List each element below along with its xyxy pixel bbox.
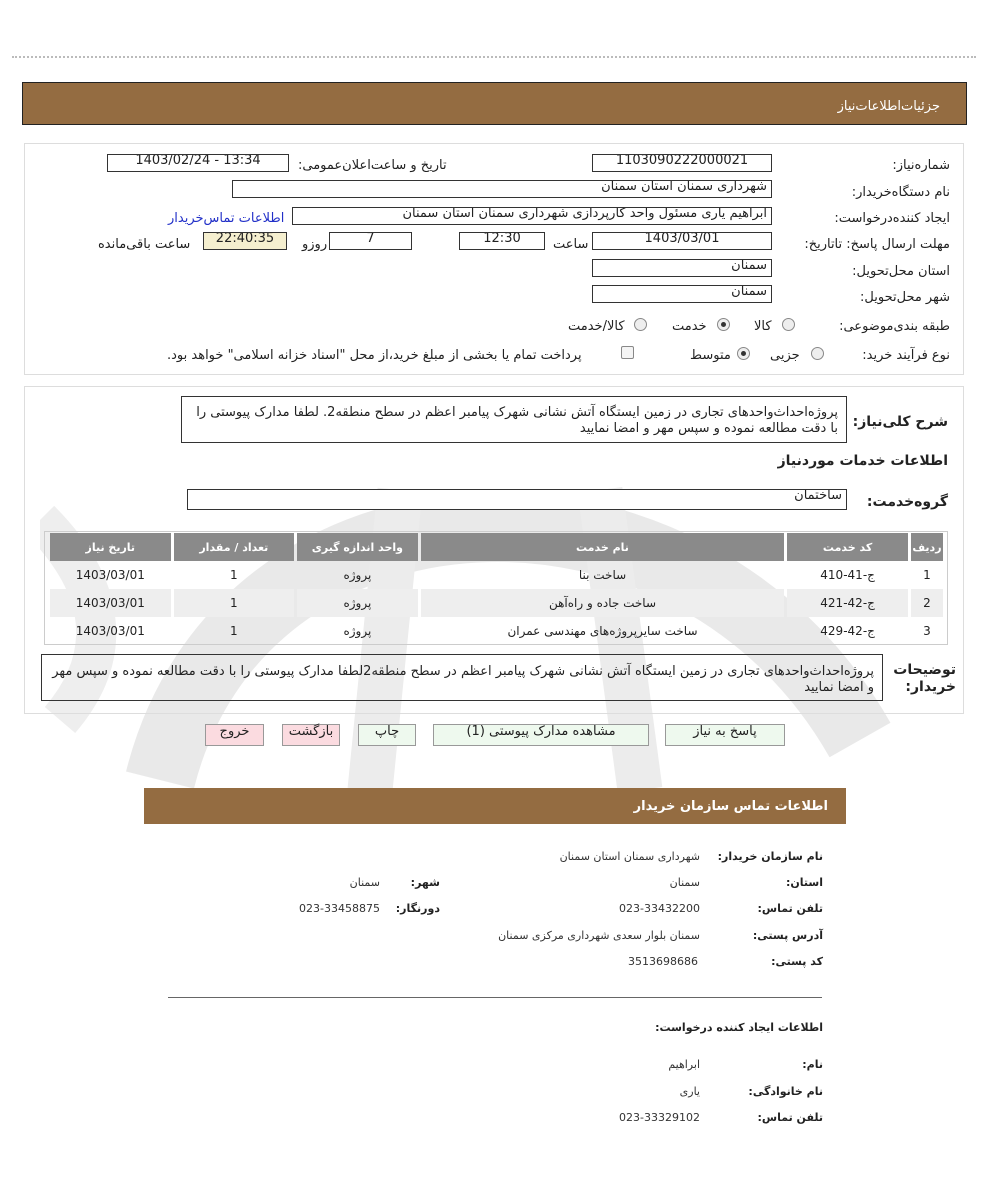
cell-unit: پروژه: [343, 624, 372, 638]
page-title: جزئیات‌اطلاعات‌نیاز: [837, 99, 940, 114]
process-minor-radio[interactable]: [811, 347, 824, 360]
lastname-label: نام خانوادگی:: [748, 1085, 823, 1098]
col-unit: واحد اندازه گیری: [297, 533, 418, 561]
contact-header: [144, 788, 846, 824]
deadline-date-field: 1403/03/01: [592, 232, 772, 250]
service-group-field: ساختمان: [187, 489, 847, 510]
remaining-label: ساعت باقی‌مانده: [98, 237, 191, 252]
cell-name: ساخت بنا: [578, 568, 627, 582]
postal-code-label: کد پستی:: [771, 955, 823, 968]
category-both-radio[interactable]: [634, 318, 647, 331]
requester-label: ایجاد کننده‌درخواست:: [834, 211, 950, 226]
services-title: اطلاعات خدمات مورد‌نیاز: [777, 453, 948, 469]
process-minor-label: جزیی: [770, 348, 800, 363]
reply-button[interactable]: پاسخ به نیاز: [665, 724, 785, 746]
requester-field: ابراهیم یاری مسئول واحد کارپردازی شهرداری سمنان استان سمنان: [292, 207, 772, 225]
exit-button[interactable]: خروج: [205, 724, 264, 746]
cell-name: ساخت جاده و راه‌آهن: [421, 589, 785, 617]
buyer-org-field: شهرداری سمنان استان سمنان: [232, 180, 772, 198]
fax-value: 023-33458875: [299, 902, 380, 915]
phone-value: 023-33432200: [619, 902, 700, 915]
contact-city-label: شهر:: [410, 876, 440, 889]
org-value: شهرداری سمنان استان سمنان: [559, 850, 700, 863]
cell-code: ج-41-410: [820, 568, 875, 582]
services-table: [47, 533, 946, 645]
lastname-value: یاری: [679, 1085, 700, 1098]
cell-code: ج-42-421: [787, 589, 908, 617]
province-label: استان محل‌تحویل:: [852, 264, 950, 279]
col-row: ردیف: [911, 533, 943, 561]
category-service-label: خدمت: [672, 319, 707, 334]
cell-row: 3: [923, 624, 931, 638]
days-field: 7: [329, 232, 412, 250]
category-label: طبقه بندی‌موضوعی:: [839, 319, 950, 334]
cell-quantity: 1: [174, 589, 295, 617]
attachments-button[interactable]: مشاهده مدارک پیوستی (1): [433, 724, 649, 746]
category-goods-label: کالا: [754, 319, 772, 334]
announce-field: 1403/02/24 - 13:34: [107, 154, 289, 172]
city-label: شهر محل‌تحویل:: [860, 290, 950, 305]
days-label: روزو: [302, 237, 328, 252]
deadline-label: مهلت ارسال پاسخ: تاتاریخ:: [804, 237, 950, 252]
process-medium-radio[interactable]: [737, 347, 750, 360]
cell-quantity: 1: [230, 568, 238, 582]
cell-unit: پروژه: [297, 589, 418, 617]
buyer-notes-text: پروژه‌احداث‌واحدهای تجاری در زمین ایستگاه آتش نشانی شهرک پیامبر اعظم در سطح منطقه2لطفا مدارک پیوستی را با دقت مطالعه نموده و سپس مهر و امضا نمایید: [41, 654, 883, 701]
col-quantity: تعداد / مقدار: [174, 533, 295, 561]
treasury-checkbox[interactable]: [621, 346, 634, 359]
col-date: تاریخ نیاز: [50, 533, 171, 561]
deadline-time-label: ساعت: [553, 237, 589, 252]
org-label: نام سازمان خریدار:: [717, 850, 823, 863]
contact-province-value: سمنان: [669, 876, 700, 889]
cell-unit: پروژه: [343, 568, 372, 582]
requester-phone-label: تلفن تماس:: [757, 1111, 823, 1124]
city-field: سمنان: [592, 285, 772, 303]
cell-date: 1403/03/01: [75, 624, 145, 638]
need-number-label: شماره‌نیاز:: [892, 158, 950, 173]
postal-code-value: 3513698686: [628, 955, 698, 968]
col-code: کد خدمت: [787, 533, 908, 561]
back-button[interactable]: بازگشت: [282, 724, 340, 746]
name-label: نام:: [802, 1058, 823, 1071]
deadline-time-field: 12:30: [459, 232, 545, 250]
contact-divider: [168, 997, 822, 998]
contact-province-label: استان:: [786, 876, 823, 889]
summary-label: شرح کلی‌نیاز:: [852, 414, 948, 430]
contact-title: اطلاعات تماس سازمان خریدار: [633, 799, 828, 814]
contact-info-link[interactable]: اطلاعات تماس‌خریدار: [168, 211, 285, 226]
print-button[interactable]: چاپ: [358, 724, 416, 746]
table-row: [50, 561, 943, 589]
cell-quantity: 1: [230, 624, 238, 638]
service-group-label: گروه‌خدمت:: [866, 494, 948, 510]
address-value: سمنان بلوار سعدی شهرداری مرکزی سمنان: [498, 929, 700, 942]
cell-code: ج-42-429: [820, 624, 875, 638]
cell-row: 2: [911, 589, 943, 617]
top-divider: [12, 56, 976, 58]
requester-info-title: اطلاعات ایجاد کننده درخواست:: [655, 1021, 823, 1034]
cell-date: 1403/03/01: [50, 589, 171, 617]
table-row: [50, 589, 943, 617]
page-header: [22, 82, 967, 125]
process-medium-label: متوسط: [690, 348, 731, 363]
province-field: سمنان: [592, 259, 772, 277]
fax-label: دورنگار:: [395, 902, 440, 915]
contact-city-value: سمنان: [349, 876, 380, 889]
cell-date: 1403/03/01: [75, 568, 145, 582]
requester-phone-value: 023-33329102: [619, 1111, 700, 1124]
address-label: آدرس پستی:: [752, 929, 823, 942]
phone-label: تلفن تماس:: [757, 902, 823, 915]
payment-note: پرداخت تمام یا بخشی از مبلغ خرید،از محل "اسناد خزانه اسلامی" خواهد بود.: [167, 348, 582, 363]
cell-name: ساخت سایرپروژه‌های مهندسی عمران: [507, 624, 698, 638]
need-number-field: 1103090222000021: [592, 154, 772, 172]
buyer-org-label: نام دستگاه‌خریدار:: [851, 185, 950, 200]
summary-text: پروژه‌احداث‌واحدهای تجاری در زمین ایستگاه آتش نشانی شهرک پیامبر اعظم در سطح منطقه2. لطفا مدارک پیوستی را با دقت مطالعه نموده و سپس مهر و امضا نمایید: [181, 396, 847, 443]
process-label: نوع فرآیند خرید:: [862, 348, 950, 363]
buyer-notes-label: توضیحات خریدار:: [893, 662, 956, 695]
category-goods-radio[interactable]: [782, 318, 795, 331]
cell-row: 1: [923, 568, 931, 582]
remaining-time-field: 22:40:35: [203, 232, 287, 250]
category-service-radio[interactable]: [717, 318, 730, 331]
info-panel: [24, 143, 964, 375]
table-row: [50, 617, 943, 645]
announce-label: تاریخ و ساعت‌اعلان‌عمومی:: [298, 158, 447, 173]
name-value: ابراهیم: [668, 1058, 700, 1071]
category-both-label: کالا/خدمت: [568, 319, 625, 334]
col-name: نام خدمت: [421, 533, 785, 561]
